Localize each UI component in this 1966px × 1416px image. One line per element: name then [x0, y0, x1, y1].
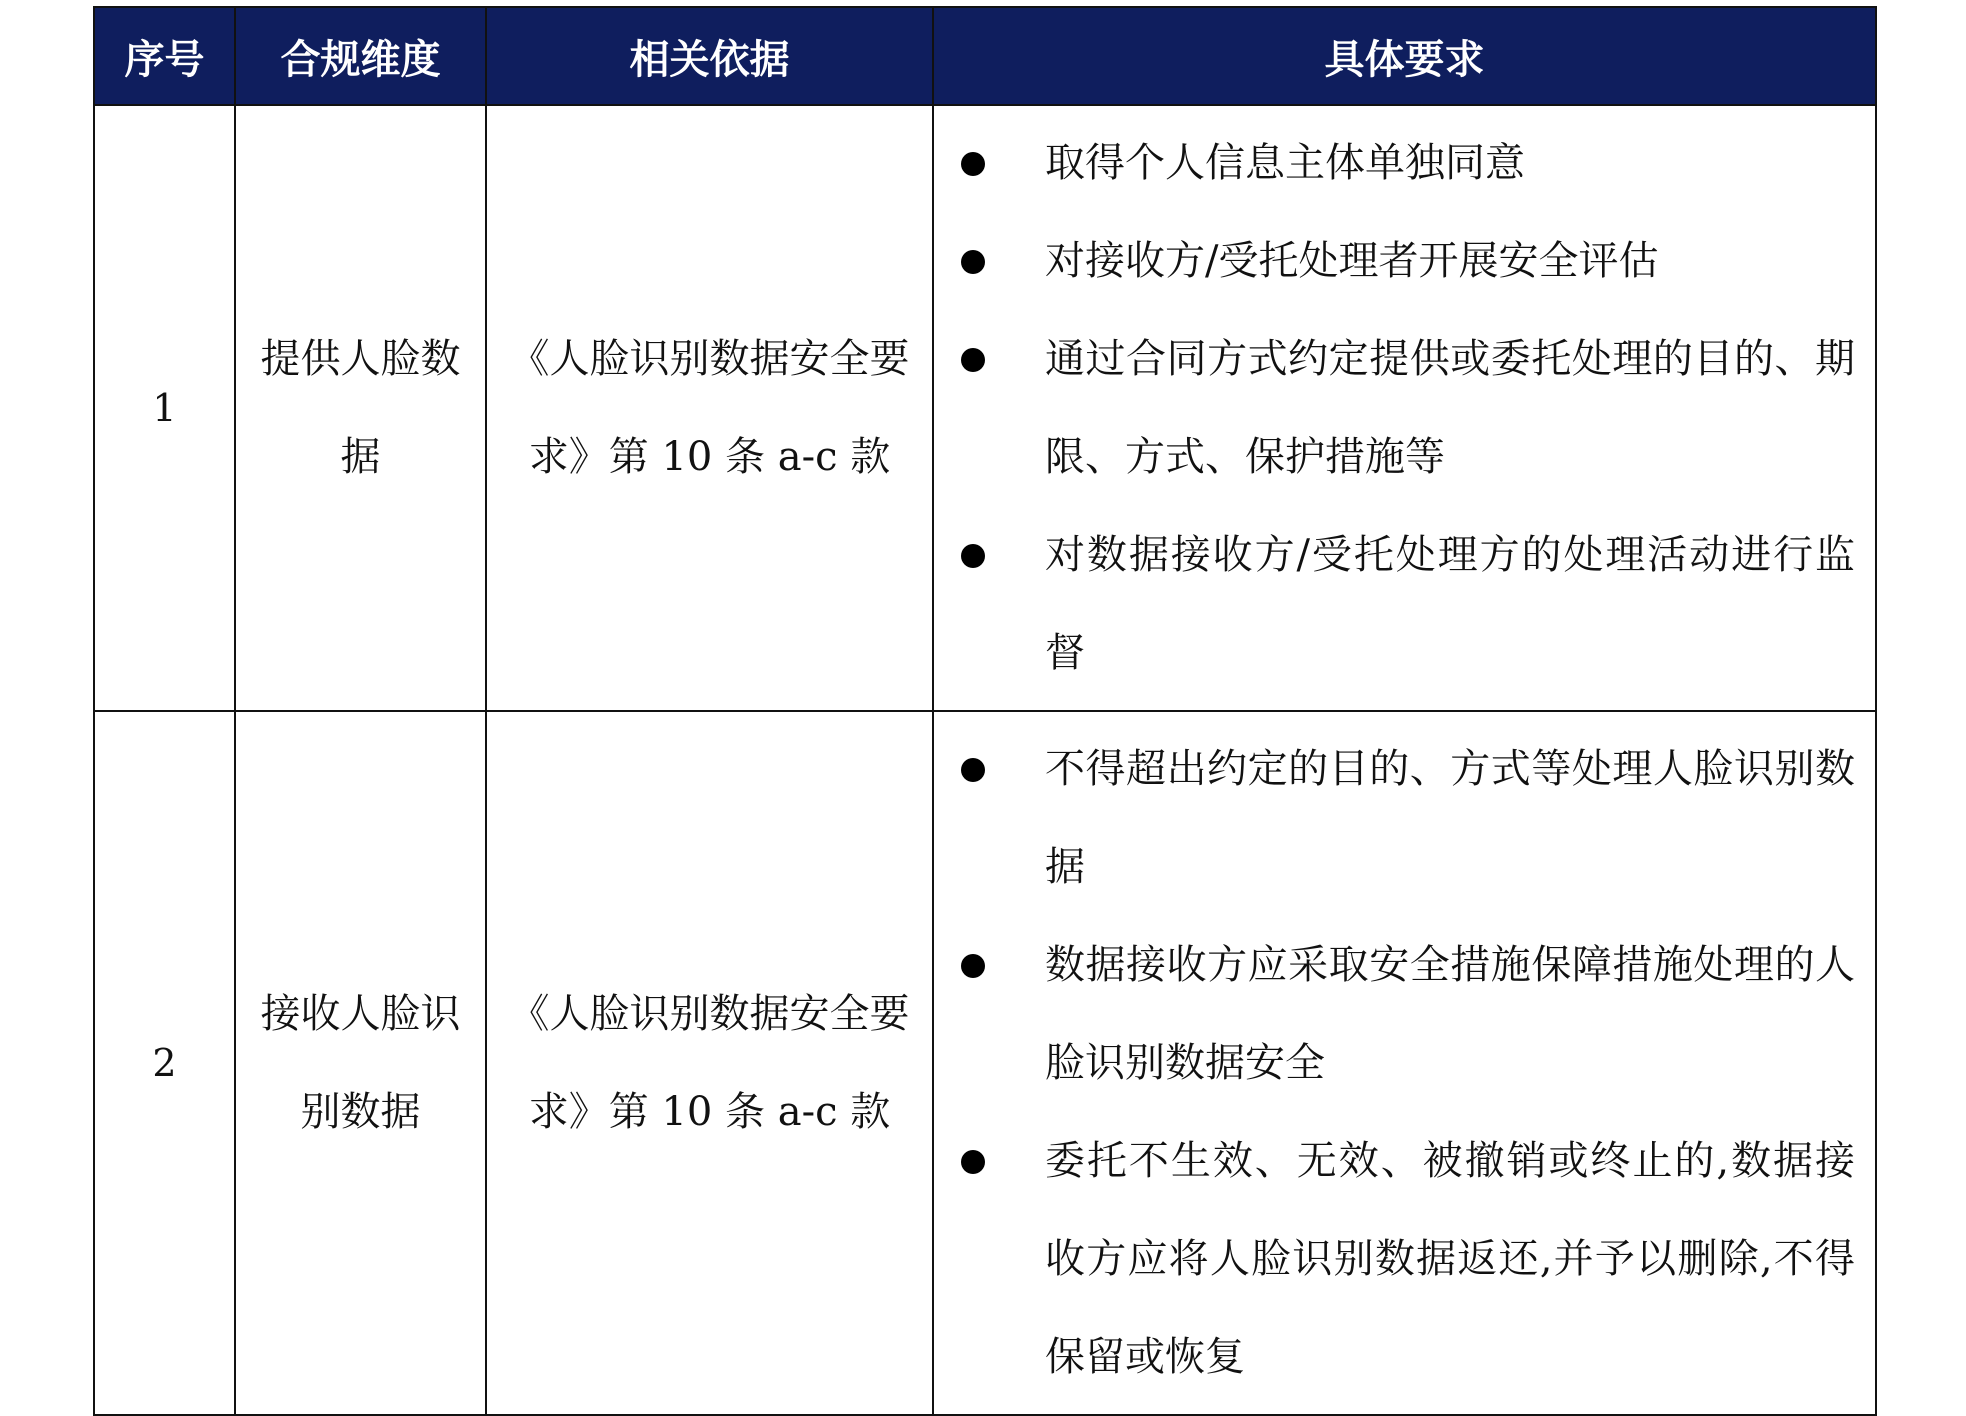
row-dimension-text: 提供人脸数据: [260, 336, 461, 480]
requirement-list: [934, 712, 1875, 1414]
header-seq: 序号: [94, 7, 235, 105]
bullet-icon: [961, 954, 985, 978]
row-reference-text: 《人脸识别数据安全要求》第 10 条 a-c 款: [509, 336, 910, 480]
row-seq-value: 1: [152, 386, 177, 430]
requirement-item: [934, 114, 1855, 212]
requirement-text: 取得个人信息主体单独同意: [1045, 140, 1525, 186]
requirement-text: 不得超出约定的目的、方式等处理人脸识别数据: [1045, 746, 1855, 890]
row-reference: [486, 711, 933, 1415]
row-reference-text: 《人脸识别数据安全要求》第 10 条 a-c 款: [509, 991, 910, 1135]
bullet-icon: [961, 544, 985, 568]
row-requirements: [933, 105, 1876, 711]
header-requirements: 具体要求: [933, 7, 1876, 105]
row-reference: [486, 105, 933, 711]
requirement-list: [934, 106, 1875, 710]
row-requirements: [933, 711, 1876, 1415]
requirement-item: [934, 720, 1855, 916]
bullet-icon: [961, 1150, 985, 1174]
table-row: [94, 105, 1876, 711]
row-seq-value: 2: [152, 1041, 177, 1085]
requirement-text: 数据接收方应采取安全措施保障措施处理的人脸识别数据安全: [1045, 942, 1855, 1086]
header-dimension: 合规维度: [235, 7, 486, 105]
table-header-row: [94, 7, 1876, 105]
requirement-item: [934, 212, 1855, 310]
bullet-icon: [961, 758, 985, 782]
bullet-icon: [961, 348, 985, 372]
row-dimension: [235, 711, 486, 1415]
requirement-text: 通过合同方式约定提供或委托处理的目的、期限、方式、保护措施等: [1045, 336, 1855, 480]
bullet-icon: [961, 250, 985, 274]
requirement-item: [934, 310, 1855, 506]
bullet-icon: [961, 152, 985, 176]
table-row: [94, 711, 1876, 1415]
requirement-text: 委托不生效、无效、被撤销或终止的,数据接收方应将人脸识别数据返还,并予以删除,不得保留或恢复: [1045, 1138, 1855, 1380]
row-dimension: [235, 105, 486, 711]
requirement-item: [934, 916, 1855, 1112]
requirement-text: 对接收方/受托处理者开展安全评估: [1045, 238, 1659, 284]
requirement-item: [934, 1112, 1855, 1406]
row-dimension-text: 接收人脸识别数据: [260, 991, 461, 1135]
compliance-table: [93, 6, 1877, 1416]
row-seq: [94, 105, 235, 711]
requirement-text: 对数据接收方/受托处理方的处理活动进行监督: [1045, 532, 1855, 676]
row-seq: [94, 711, 235, 1415]
header-reference: 相关依据: [486, 7, 933, 105]
requirement-item: [934, 506, 1855, 702]
